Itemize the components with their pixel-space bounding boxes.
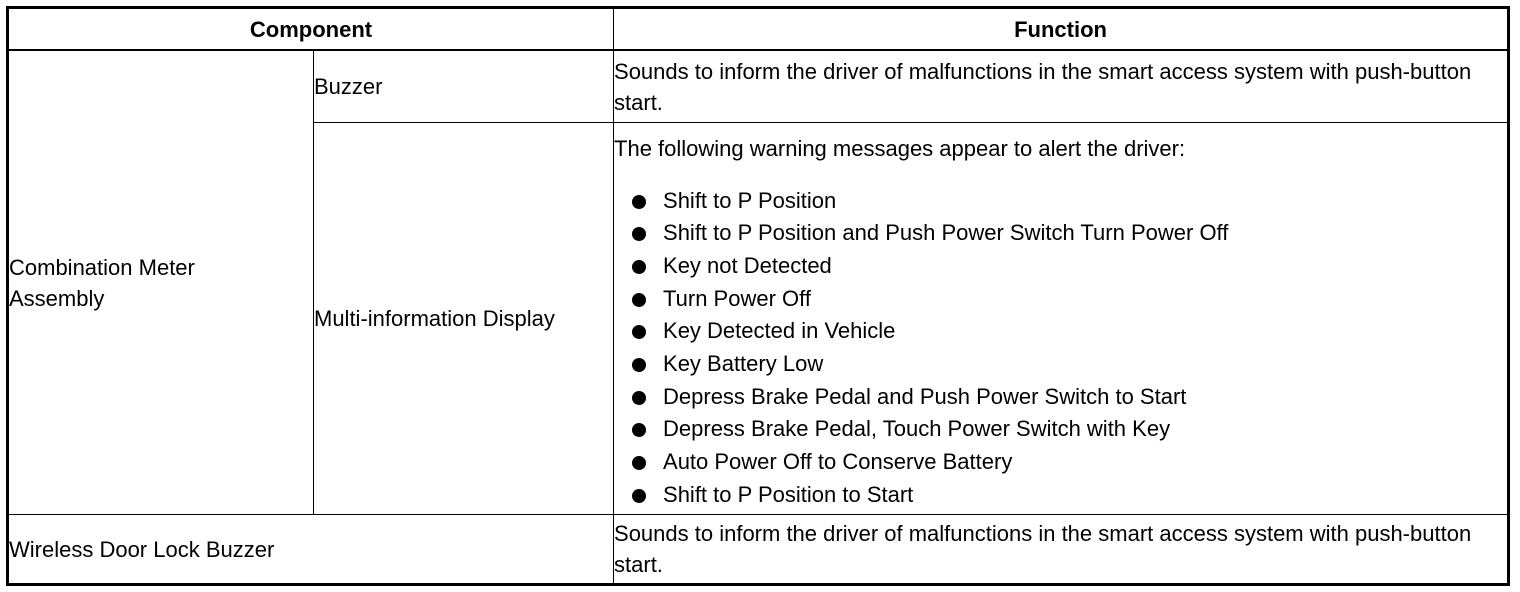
subcomponent-display: Multi-information Display [314,123,614,515]
list-item [614,283,1507,316]
component-function-table [6,6,1510,586]
function-display [614,123,1509,515]
bullet-icon [632,456,646,470]
bullet-icon [632,293,646,307]
warning-message: Shift to P Position [663,187,837,213]
component-wireless-buzzer: Wireless Door Lock Buzzer [8,515,614,585]
table-row-buzzer [8,50,1509,123]
function-buzzer [614,50,1509,123]
bullet-icon [632,195,646,209]
bullet-icon [632,358,646,372]
warning-message: Depress Brake Pedal and Push Power Switch to Start [663,383,1187,409]
combination-meter-label: Combination Meter Assembly [9,254,195,311]
function-wireless-text: Sounds to inform the driver of malfunctions in the smart access system with push-button start. [614,521,1472,577]
warning-message: Turn Power Off [663,285,811,311]
function-buzzer-text: Sounds to inform the driver of malfunctions in the smart access system with push-button start. [614,58,1472,115]
bullet-icon [632,391,646,405]
list-item [614,315,1507,348]
display-intro: The following warning messages appear to alert the driver: [614,135,1186,161]
function-wireless-buzzer [614,515,1509,585]
warning-message: Shift to P Position and Push Power Switch Turn Power Off [663,220,1229,246]
list-item [614,413,1507,446]
warning-message: Depress Brake Pedal, Touch Power Switch with Key [663,416,1171,442]
bullet-icon [632,227,646,241]
header-component: Component [8,8,614,51]
table-row-wireless-buzzer [8,515,1509,585]
bullet-icon [632,260,646,274]
list-item [614,348,1507,381]
bullet-icon [632,423,646,437]
warning-message: Key Detected in Vehicle [663,318,896,344]
warning-message: Shift to P Position to Start [663,481,914,507]
subcomponent-buzzer: Buzzer [314,50,614,123]
list-item [614,217,1507,250]
bullet-icon [632,489,646,503]
warning-message: Auto Power Off to Conserve Battery [663,449,1013,475]
warning-message: Key Battery Low [663,351,824,376]
list-item [614,381,1507,414]
list-item [614,250,1507,283]
header-function: Function [614,8,1509,51]
warning-message: Key not Detected [663,252,832,278]
list-item [614,446,1507,479]
component-combination-meter [8,50,314,515]
header-row [8,8,1509,51]
list-item [614,185,1507,218]
bullet-icon [632,325,646,339]
warning-message-list [614,185,1507,512]
list-item [614,479,1507,512]
